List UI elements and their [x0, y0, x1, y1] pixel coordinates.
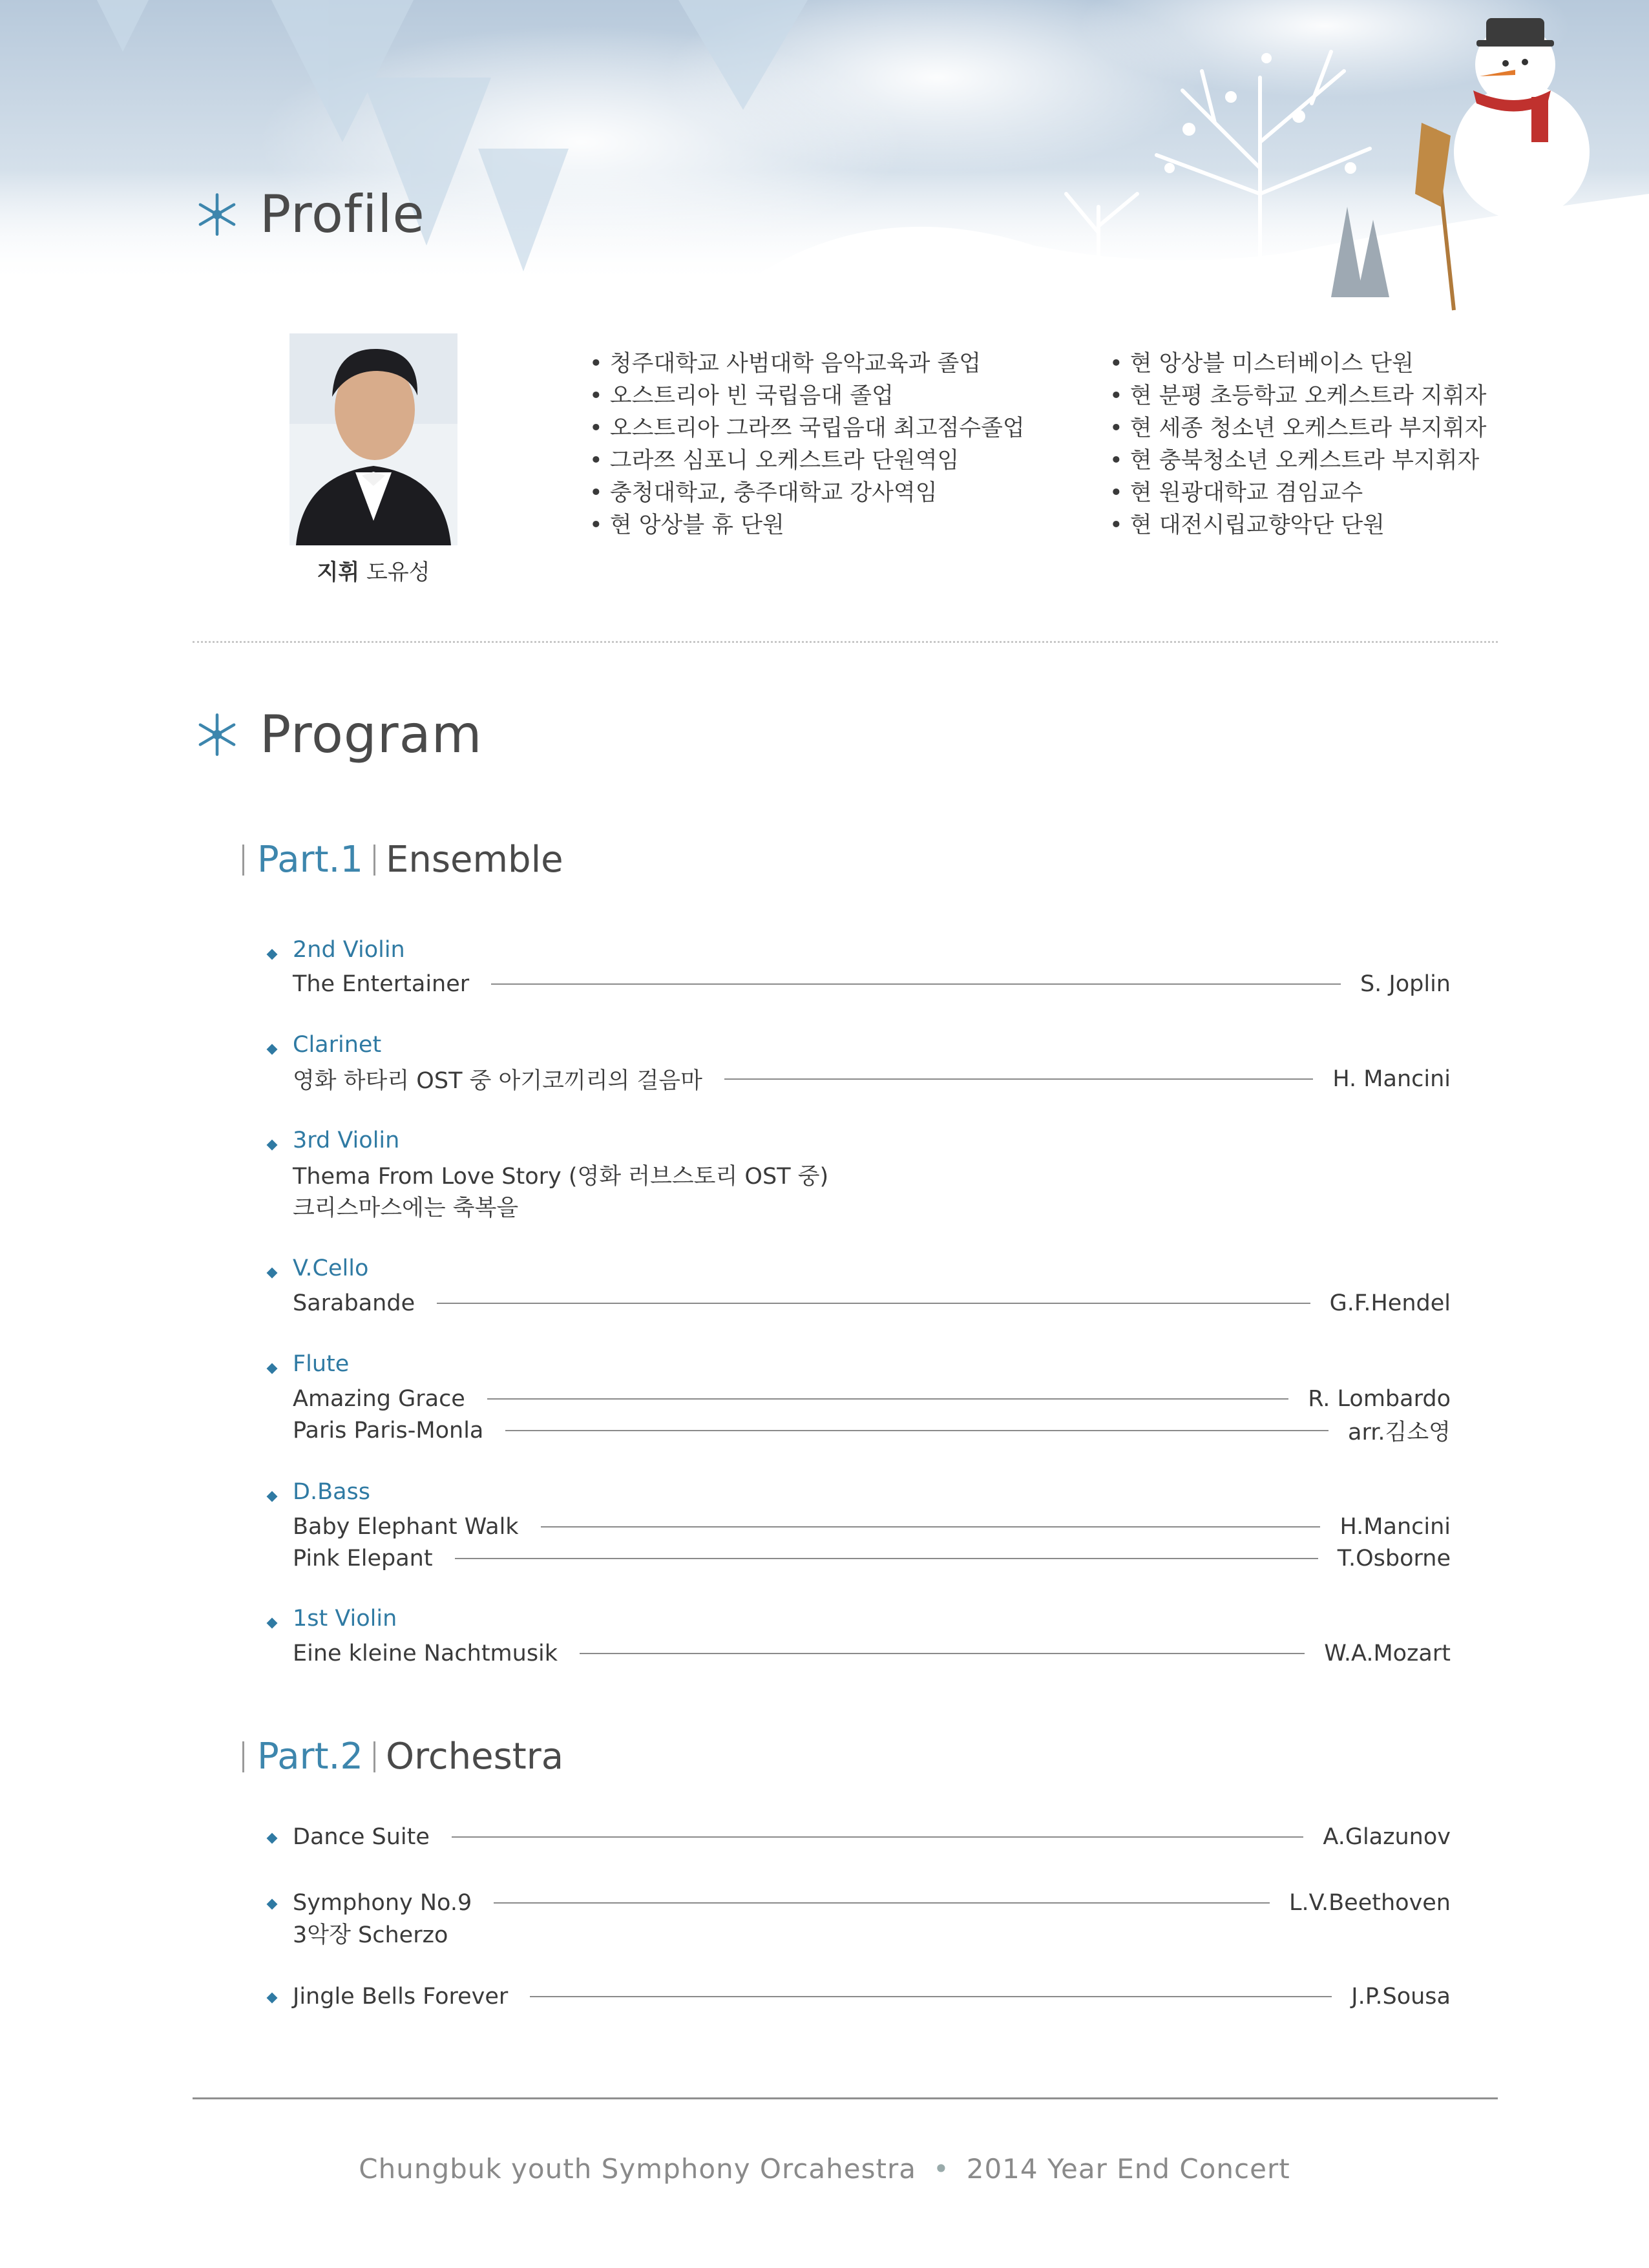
composer: R. Lombardo	[1308, 1386, 1451, 1412]
part1-name: Ensemble	[385, 839, 563, 881]
part2-number: Part.2	[257, 1736, 363, 1778]
piece-title: 크리스마스에는 축복을	[293, 1195, 519, 1221]
group-label: Clarinet	[268, 1032, 656, 1064]
bio-item: • 현 앙상블 미스터베이스 단원	[1109, 348, 1486, 380]
bio-item: • 현 원광대학교 겸임교수	[1109, 477, 1486, 509]
program-row	[268, 1542, 1451, 1575]
piece-title: Symphony No.9	[293, 1890, 472, 1916]
program-row	[268, 1511, 1451, 1543]
bio-item: • 현 세종 청소년 오케스트라 부지휘자	[1109, 412, 1486, 445]
part1-heading	[242, 839, 563, 881]
bio-item: • 오스트리아 빈 국립음대 졸업	[589, 380, 1025, 412]
group-label: Flute	[268, 1351, 656, 1383]
snowflake-icon	[194, 191, 240, 238]
piece-subtitle: 3악장 Scherzo	[293, 1922, 448, 1948]
conductor-caption	[289, 554, 457, 586]
program-row	[268, 1287, 1451, 1319]
snowflake-icon	[194, 711, 240, 758]
program-row	[268, 1887, 1451, 1919]
piece-title: Pink Elepant	[293, 1546, 433, 1571]
piece-title: Dance Suite	[293, 1824, 430, 1850]
group-label: 3rd Violin	[268, 1128, 656, 1160]
group-label: 2nd Violin	[268, 937, 656, 969]
composer: A.Glazunov	[1323, 1824, 1451, 1850]
piece-title: Sarabande	[293, 1290, 415, 1316]
piece-title: Paris Paris-Monla	[293, 1418, 484, 1444]
program-row	[268, 1980, 1451, 2013]
bio-item: • 현 대전시립교향악단 단원	[1109, 509, 1486, 541]
composer: H. Mancini	[1332, 1066, 1451, 1092]
leader-line	[494, 1902, 1270, 1904]
profile-heading	[194, 184, 425, 244]
leader-line	[455, 1558, 1318, 1559]
piece-title: Eine kleine Nachtmusik	[293, 1641, 558, 1666]
bio-item: • 현 분평 초등학교 오케스트라 지휘자	[1109, 380, 1486, 412]
leader-line	[530, 1996, 1332, 1997]
composer: H.Mancini	[1339, 1514, 1451, 1540]
program-row	[268, 1414, 1451, 1447]
bio-item: • 오스트리아 그라쯔 국립음대 최고점수졸업	[589, 412, 1025, 445]
conductor-name: 도유성	[366, 560, 430, 585]
program-heading	[194, 704, 483, 764]
footer-concert: 2014 Year End Concert	[966, 2153, 1290, 2185]
piece-title: The Entertainer	[293, 971, 470, 997]
program-row	[268, 1190, 1451, 1223]
section-divider	[193, 641, 1498, 643]
program-row	[268, 1159, 1451, 1191]
program-row	[268, 968, 1451, 1000]
composer: T.Osborne	[1337, 1546, 1451, 1571]
bio-item: • 청주대학교 사범대학 음악교육과 졸업	[589, 348, 1025, 380]
conductor-photo	[289, 333, 457, 545]
leader-line	[580, 1653, 1305, 1654]
bio-item: • 그라쯔 심포니 오케스트라 단원역임	[589, 445, 1025, 477]
program-row	[268, 1063, 1451, 1095]
composer: W.A.Mozart	[1324, 1641, 1451, 1666]
profile-title: Profile	[260, 184, 425, 244]
leader-line	[491, 983, 1341, 985]
bio-item: • 현 충북청소년 오케스트라 부지휘자	[1109, 445, 1486, 477]
group-label: D.Bass	[268, 1479, 656, 1511]
piece-title: 영화 하타리 OST 중 아기코끼리의 걸음마	[293, 1068, 702, 1094]
leader-line	[541, 1526, 1321, 1528]
footer: Chungbuk youth Symphony Orcahestra • 2014 Year End Concert	[359, 2153, 1290, 2185]
composer: S. Joplin	[1360, 971, 1451, 997]
leader-line	[487, 1398, 1288, 1400]
bio-list-left	[589, 348, 1025, 541]
piece-title: Amazing Grace	[293, 1386, 465, 1412]
leader-line	[452, 1836, 1304, 1838]
composer: L.V.Beethoven	[1288, 1890, 1451, 1916]
footer-divider	[193, 2097, 1498, 2099]
leader-line	[724, 1078, 1313, 1080]
part2-name: Orchestra	[385, 1736, 564, 1778]
bio-item: • 현 앙상블 휴 단원	[589, 509, 1025, 541]
group-label: 1st Violin	[268, 1606, 656, 1638]
composer: arr.김소영	[1348, 1420, 1451, 1445]
part2-heading	[242, 1736, 563, 1778]
bio-item: • 충청대학교, 충주대학교 강사역임	[589, 477, 1025, 509]
program-title: Program	[260, 704, 483, 764]
footer-orchestra: Chungbuk youth Symphony Orcahestra	[359, 2153, 916, 2185]
program-row	[268, 1383, 1451, 1415]
program-row	[268, 1821, 1451, 1853]
leader-line	[505, 1430, 1329, 1431]
piece-title: Baby Elephant Walk	[293, 1514, 519, 1540]
program-row	[268, 1917, 1451, 1949]
piece-title: Jingle Bells Forever	[293, 1984, 509, 2010]
group-label: V.Cello	[268, 1255, 656, 1288]
bio-list-right	[1109, 348, 1486, 541]
part1-number: Part.1	[257, 839, 363, 881]
program-row	[268, 1637, 1451, 1670]
leader-line	[437, 1303, 1310, 1304]
piece-title: Thema From Love Story (영화 러브스토리 OST 중)	[293, 1164, 829, 1190]
composer: G.F.Hendel	[1329, 1290, 1451, 1316]
composer: J.P.Sousa	[1351, 1984, 1451, 2010]
conductor-role: 지휘	[317, 560, 360, 585]
